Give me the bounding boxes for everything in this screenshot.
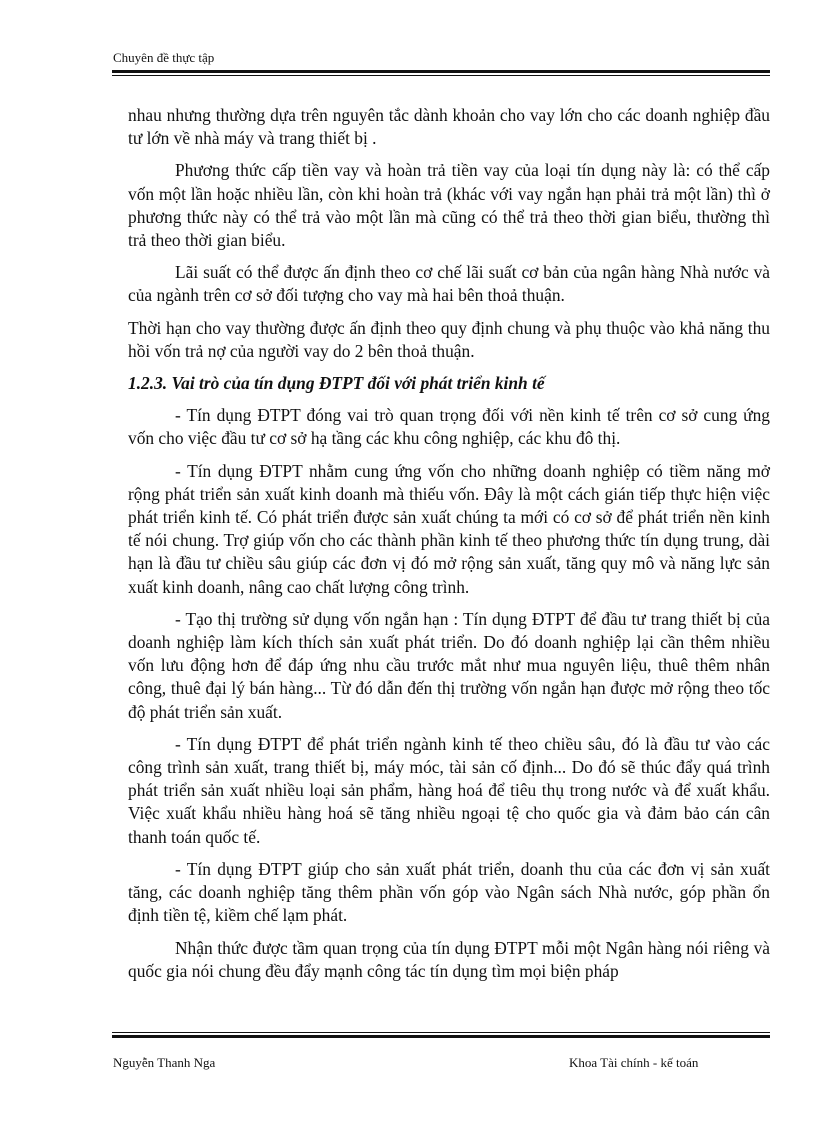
footer-rule-thick bbox=[112, 1035, 770, 1038]
header-rule-thin bbox=[112, 75, 770, 76]
section-heading: 1.2.3. Vai trò của tín dụng ĐTPT đối với phát triển kinh tế bbox=[128, 373, 545, 394]
page-body bbox=[128, 104, 770, 983]
body-paragraph: - Tạo thị trường sử dụng vốn ngắn hạn : Tín dụng ĐTPT để đầu tư trang thiết bị của doanh nghiệp làm kích thích sản xuất phát triển. Do đó doanh nghiệp lại cần thêm nhiều vốn lưu động hơn để đáp ứng nhu cầu trước mắt như mua nguyên liệu, thuê thêm nhân công, thuê đại lý bán hàng... Từ đó dẫn đến thị trường vốn ngắn hạn được mở rộng theo tốc độ phát triển sản xuất. bbox=[128, 608, 770, 722]
footer-author: Nguyễn Thanh Nga bbox=[113, 1055, 216, 1070]
header-rule-thick bbox=[112, 70, 770, 73]
body-paragraph: Nhận thức được tầm quan trọng của tín dụng ĐTPT mỗi một Ngân hàng nói riêng và quốc gia nói chung đều đẩy mạnh công tác tín dụng tìm mọi biện pháp bbox=[128, 937, 770, 981]
footer-faculty: Khoa Tài chính - kế toán bbox=[569, 1055, 699, 1070]
footer-rule-thin bbox=[112, 1032, 770, 1033]
body-paragraph: nhau nhưng thường dựa trên nguyên tắc dành khoản cho vay lớn cho các doanh nghiệp đầu tư lớn về nhà máy và trang thiết bị . bbox=[128, 105, 770, 149]
body-paragraph: - Tín dụng ĐTPT nhằm cung ứng vốn cho những doanh nghiệp có tiềm năng mở rộng phát triển sản xuất kinh doanh mà thiếu vốn. Đây là một cách gián tiếp thực hiện việc phát triển kinh tế. Có phát triển được sản xuất chúng ta mới có cơ sở để phát triển nền kinh tế nói chung. Trợ giúp vốn cho các thành phần kinh tế theo phương thức tín dụng trung, dài hạn là đầu tư chiều sâu giúp các đơn vị đó mở rộng sản xuất, tăng quy mô và năng lực sản xuất kinh doanh, nâng cao chất lượng công trình. bbox=[128, 460, 770, 597]
body-paragraph: - Tín dụng ĐTPT để phát triển ngành kinh tế theo chiều sâu, đó là đầu tư vào các công trình sản xuất, trang thiết bị, máy móc, tài sản cố định... Do đó sẽ thúc đẩy quá trình phát triển sản xuất nhiều loại sản phẩm, hàng hoá để tiêu thụ trong nước và để xuất khẩu. Việc xuất khẩu nhiều hàng hoá sẽ tăng nhiều ngoại tệ cho quốc gia và đảm bảo cán cân thanh toán quốc tế. bbox=[128, 733, 770, 847]
body-paragraph: - Tín dụng ĐTPT đóng vai trò quan trọng đối với nền kinh tế trên cơ sở cung ứng vốn cho việc đầu tư cơ sở hạ tầng các khu công nghiệp, các khu đô thị. bbox=[128, 405, 770, 449]
body-paragraph: Phương thức cấp tiền vay và hoàn trả tiền vay của loại tín dụng này là: có thể cấp vốn một lần hoặc nhiều lần, còn khi hoàn trả (khác với vay ngắn hạn phải trả một lần) thì ở phương thức này có thể trả vào một lần mà cũng có thể trả theo thời gian biểu, thường thì trả theo thời gian biểu. bbox=[128, 160, 770, 251]
body-paragraph: - Tín dụng ĐTPT giúp cho sản xuất phát triển, doanh thu của các đơn vị sản xuất tăng, các doanh nghiệp tăng thêm phần vốn góp vào Ngân sách Nhà nước, góp phần ổn định tiền tệ, kiềm chế lạm phát. bbox=[128, 858, 770, 926]
body-paragraph: Thời hạn cho vay thường được ấn định theo quy định chung và phụ thuộc vào khả năng thu hồi vốn trả nợ của người vay do 2 bên thoả thuận. bbox=[128, 317, 770, 361]
page-header-title: Chuyên đề thực tập bbox=[113, 50, 215, 65]
body-paragraph: Lãi suất có thể được ấn định theo cơ chế lãi suất cơ bản của ngân hàng Nhà nước và của ngành trên cơ sở đối tượng cho vay mà hai bên thoả thuận. bbox=[128, 262, 770, 306]
